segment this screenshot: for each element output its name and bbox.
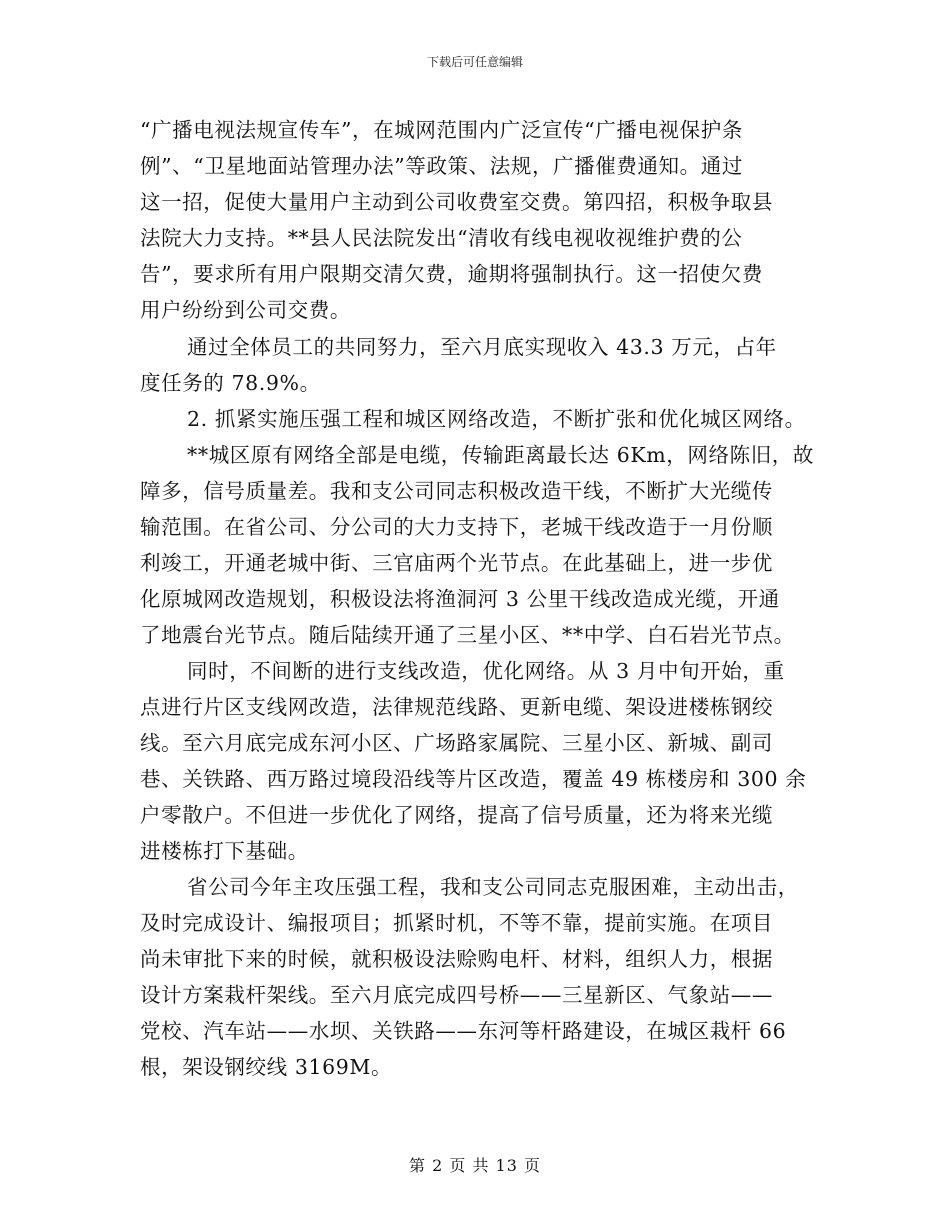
text-line: 户零散户。不但进一步优化了网络，提高了信号质量，还为将来光缆 [140, 803, 773, 827]
text-line: 利竣工，开通老城中街、三官庙两个光节点。在此基础上，进一步优 [140, 551, 773, 575]
text-line: 化原城网改造规划，积极设法将渔洞河 3 公里干线改造成光缆，开通 [140, 587, 780, 611]
text-line: 度任务的 78.9%。 [140, 371, 321, 395]
text-line: 用户纷纷到公司交费。 [140, 298, 351, 322]
text-line: 这一招，促使大量用户主动到公司收费室交费。第四招，积极争取县 [140, 190, 773, 214]
text-line: 同时，不间断的进行支线改造，优化网络。从 3 月中旬开始，重 [187, 659, 785, 683]
text-line: “广播电视法规宣传车”，在城网范围内广泛宣传“广播电视保护条 [140, 118, 743, 142]
text-line: 及时完成设计、编报项目；抓紧时机，不等不靠，提前实施。在项目 [140, 911, 773, 935]
text-line: 输范围。在省公司、分公司的大力支持下，老城干线改造于一月份顺 [140, 515, 773, 539]
text-line: 设计方案栽杆架线。至六月底完成四号桥——三星新区、气象站—— [140, 983, 773, 1007]
text-line: 法院大力支持。**县人民法院发出“清收有线电视收视维护费的公 [140, 226, 743, 250]
page-footer: 第 2 页 共 13 页 [409, 1156, 541, 1175]
text-line: 告”，要求所有用户限期交清欠费，逾期将强制执行。这一招使欠费 [140, 262, 763, 286]
text-line: 线。至六月底完成东河小区、广场路家属院、三星小区、新城、副司 [140, 731, 773, 755]
text-line: 2. 抓紧实施压强工程和城区网络改造，不断扩张和优化城区网络。 [187, 407, 806, 431]
text-line: 了地震台光节点。随后陆续开通了三星小区、**中学、白石岩光节点。 [140, 623, 795, 647]
text-line: 根，架设钢绞线 3169M。 [140, 1055, 393, 1079]
text-line: 巷、关铁路、西万路过境段沿线等片区改造，覆盖 49 栋楼房和 300 余 [140, 767, 807, 791]
text-line: 尚未审批下来的时候，就积极设法赊购电杆、材料，组织人力，根据 [140, 947, 773, 971]
page-header: 下载后可任意编辑 [426, 55, 523, 69]
text-line: 通过全体员工的共同努力，至六月底实现收入 43.3 万元，占年 [187, 335, 777, 359]
text-line: 点进行片区支线网改造，法律规范线路、更新电缆、架设进楼栋钢绞 [140, 695, 773, 719]
text-line: 省公司今年主攻压强工程，我和支公司同志克服困难，主动出击， [187, 875, 799, 899]
text-line: 进楼栋打下基础。 [140, 839, 309, 863]
text-line: 例”、“卫星地面站管理办法”等政策、法规，广播催费通知。通过 [140, 154, 743, 178]
text-line: 障多，信号质量差。我和支公司同志积极改造干线，不断扩大光缆传 [140, 479, 773, 503]
text-line: **城区原有网络全部是电缆，传输距离最长达 6Km，网络陈旧，故 [187, 443, 815, 467]
text-line: 党校、汽车站——水坝、关铁路——东河等杆路建设，在城区栽杆 66 [140, 1019, 787, 1043]
